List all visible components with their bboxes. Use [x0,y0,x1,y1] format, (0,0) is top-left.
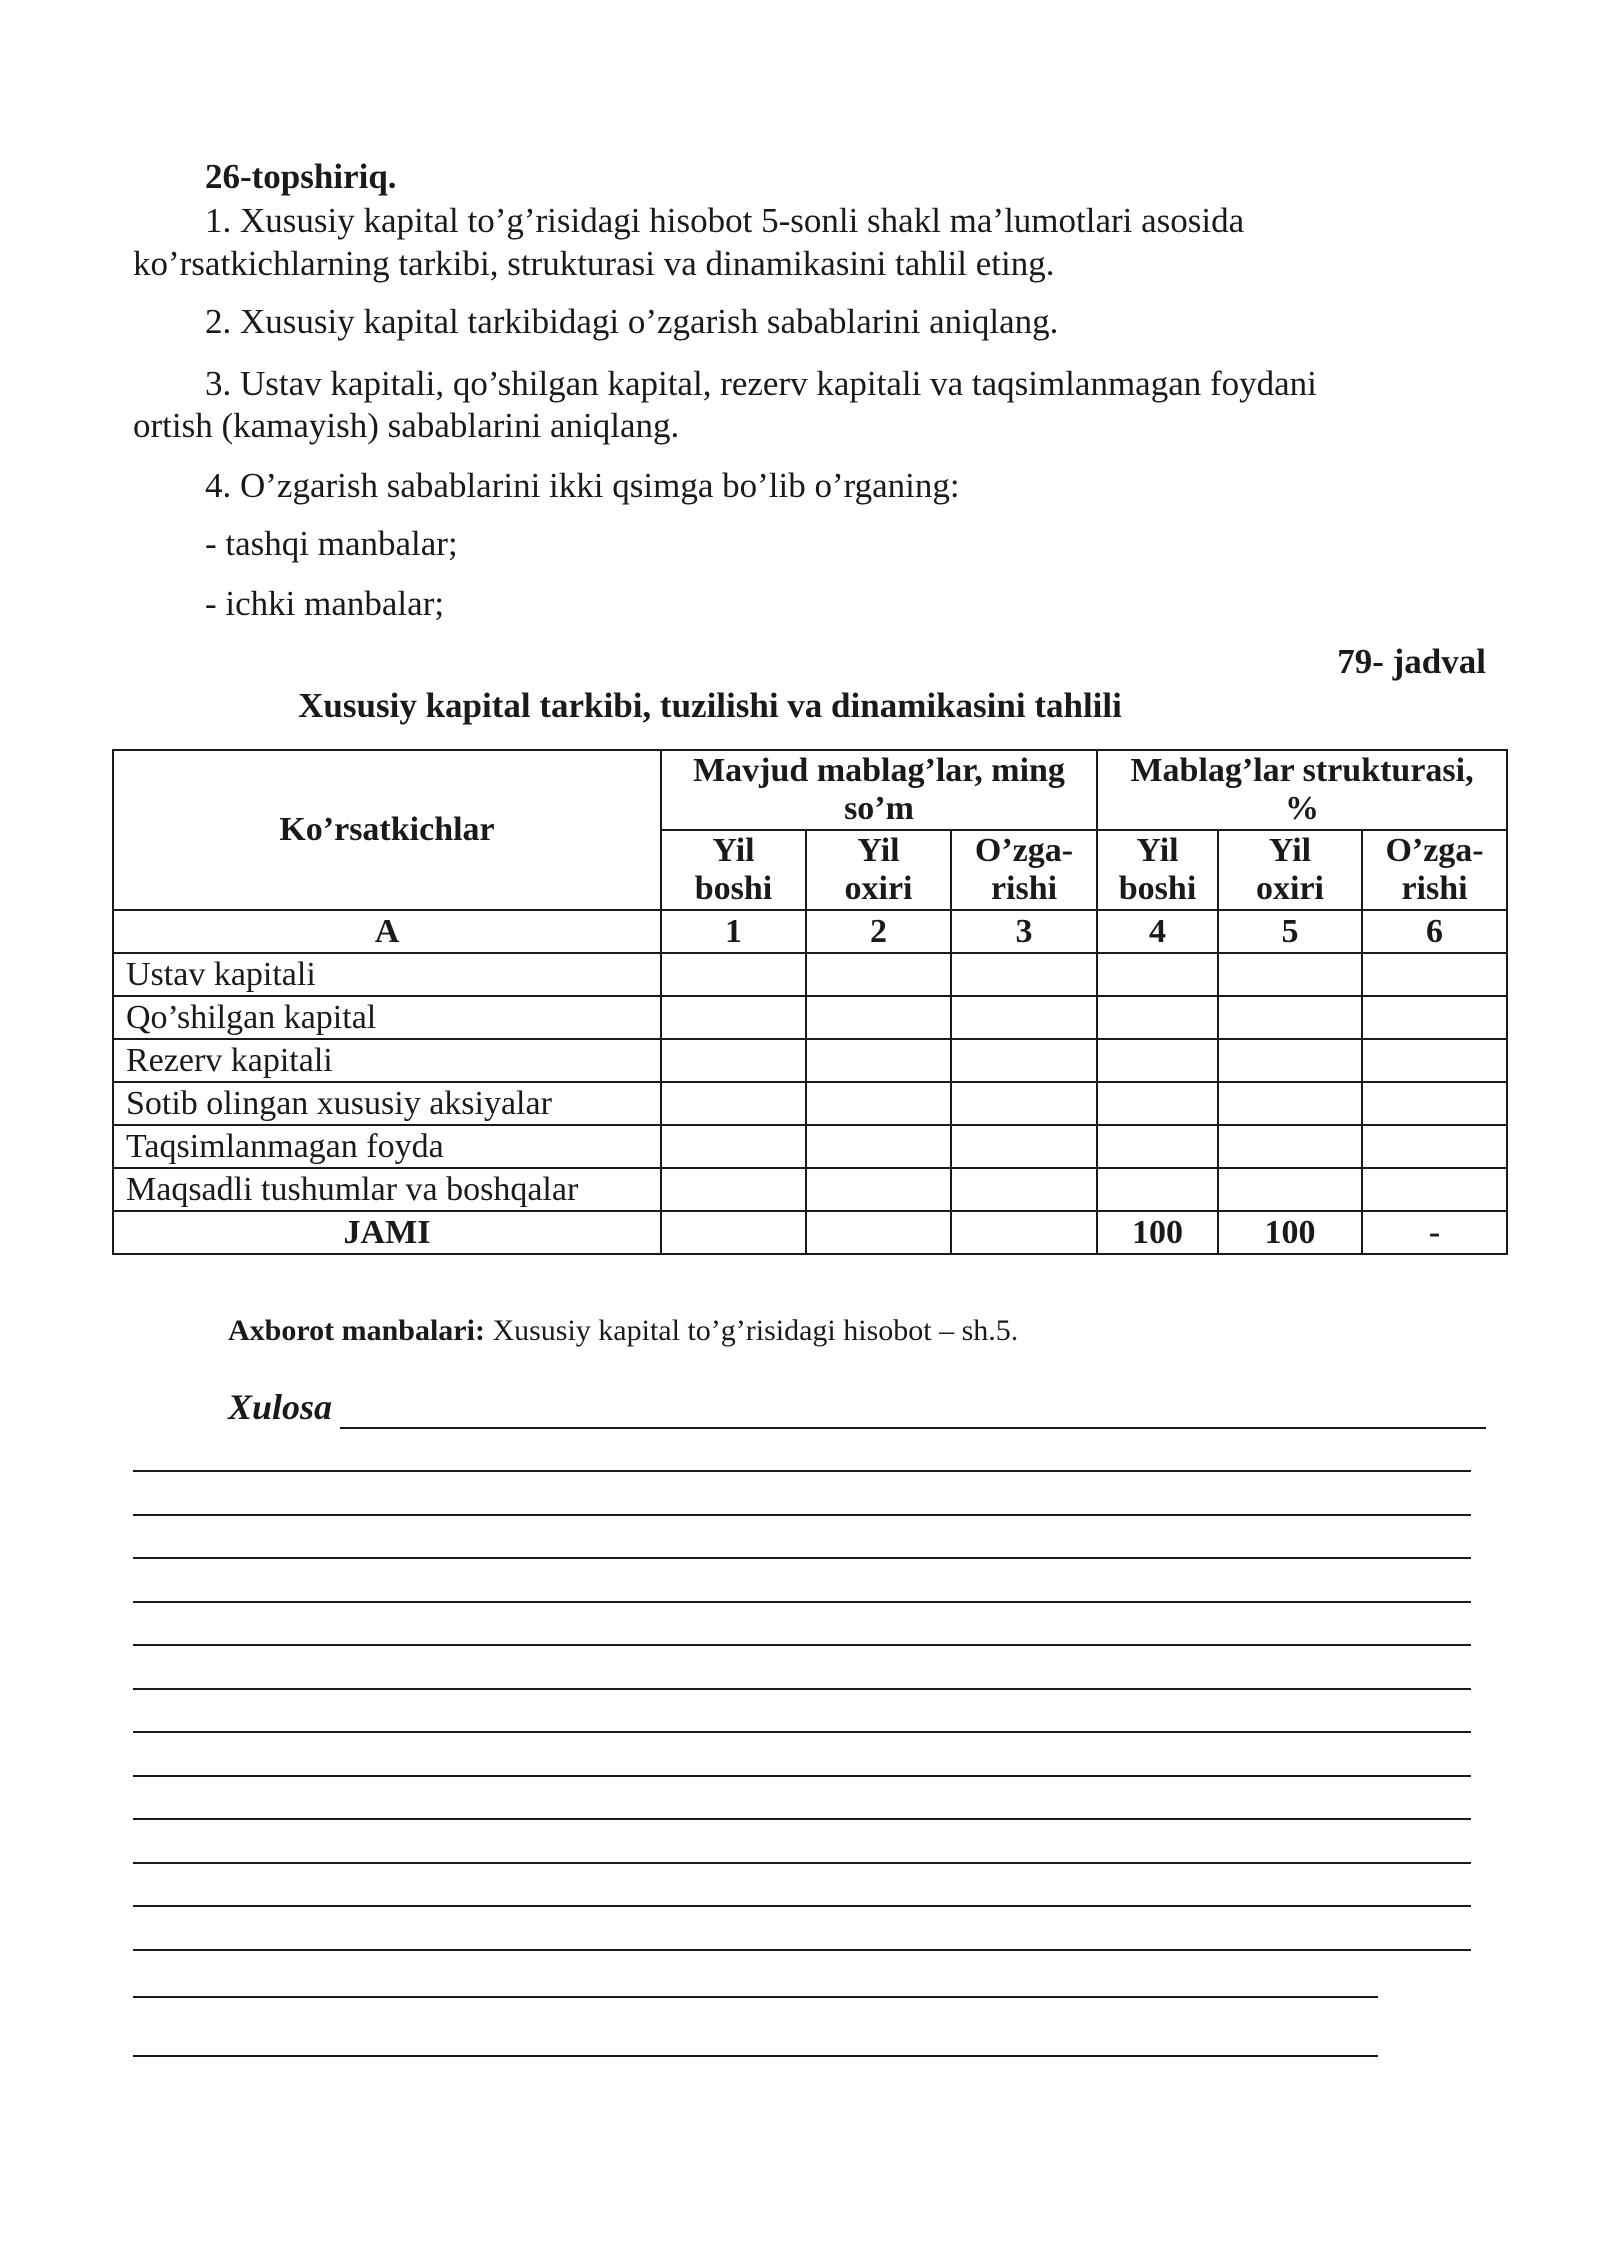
empty-value-cell[interactable] [806,996,951,1039]
empty-value-cell[interactable] [1362,953,1507,996]
empty-value-cell[interactable] [1362,1039,1507,1082]
subheader-cell [1362,830,1507,910]
table-row [113,1168,1507,1211]
task-item-3-line-1: 3. Ustav kapitali, qo’shilgan kapital, rezerv kapitali va taqsimlanmagan foydani [205,364,1317,403]
bullet-internal-sources: - ichki manbalar; [205,584,445,623]
empty-value-cell[interactable] [1097,953,1218,996]
index-cell: 5 [1218,910,1362,953]
table-row [113,1125,1507,1168]
row-label: Sotib olingan xususiy aksiyalar [113,1082,661,1125]
empty-value-cell[interactable] [951,953,1097,996]
data-rows [113,953,1507,1211]
empty-value-cell[interactable] [1097,1082,1218,1125]
empty-value-cell[interactable] [661,996,806,1039]
empty-value-cell[interactable] [1362,1125,1507,1168]
header-group-structure-line-1: Mablag’lar strukturasi, [1130,752,1474,789]
empty-value-cell[interactable] [1218,953,1362,996]
subheader-text: Yil [857,832,900,869]
answer-line[interactable] [133,1688,1471,1690]
empty-value-cell[interactable] [806,953,951,996]
subheader-text: O’zga- [974,832,1074,869]
sources-label: Axborot manbalari: [228,1314,485,1347]
table-row [113,1039,1507,1082]
subheader-cell [1097,830,1218,910]
index-cell: 1 [661,910,806,953]
empty-value-cell[interactable] [1218,1168,1362,1211]
table-row [113,953,1507,996]
subheader-text: rishi [1401,870,1468,907]
answer-line[interactable] [340,1427,1486,1429]
subheader-cell [951,830,1097,910]
header-group-structure-line-2: % [1285,790,1320,827]
table-number: 79- jadval [1337,642,1486,681]
subheader-text: oxiri [1256,870,1324,907]
subheader-text: Yil [1136,832,1179,869]
row-label: Rezerv kapitali [113,1039,661,1082]
header-group-funds [661,750,1097,830]
subheader-text: O’zga- [1385,832,1484,869]
bullet-external-sources: - tashqi manbalar; [205,524,458,563]
answer-line[interactable] [133,1818,1471,1820]
capital-analysis-table [112,749,1508,1255]
total-value-cell [951,1211,1097,1254]
empty-value-cell[interactable] [661,1168,806,1211]
task-item-4: 4. O’zgarish sabablarini ikki qsimga bo’lib o’rganing: [205,466,960,505]
empty-value-cell[interactable] [951,1082,1097,1125]
header-group-funds-line-2: so’m [844,790,914,827]
subheader-text: rishi [990,870,1058,907]
answer-line[interactable] [133,1470,1471,1472]
total-value-cell [806,1211,951,1254]
empty-value-cell[interactable] [1362,1168,1507,1211]
empty-value-cell[interactable] [806,1039,951,1082]
table-row [113,1082,1507,1125]
empty-value-cell[interactable] [661,1125,806,1168]
empty-value-cell[interactable] [951,1125,1097,1168]
empty-value-cell[interactable] [806,1168,951,1211]
table-row [113,996,1507,1039]
row-label: Qo’shilgan kapital [113,996,661,1039]
total-label: JAMI [113,1211,661,1254]
answer-line[interactable] [133,1557,1471,1559]
answer-line[interactable] [133,1731,1471,1733]
empty-value-cell[interactable] [951,1039,1097,1082]
answer-line[interactable] [133,1862,1471,1864]
header-group-funds-line-1: Mavjud mablag’lar, ming [693,752,1065,789]
empty-value-cell[interactable] [951,996,1097,1039]
subheader-text: boshi [1118,870,1197,907]
task-item-1-line-2: ko’rsatkichlarning tarkibi, strukturasi va dinamikasini tahlil eting. [133,244,1055,283]
empty-value-cell[interactable] [1362,996,1507,1039]
total-value-cell: 100 [1218,1211,1362,1254]
subheader-text: boshi [694,870,773,907]
index-cell: 3 [951,910,1097,953]
index-cell: 4 [1097,910,1218,953]
answer-line[interactable] [133,1905,1471,1907]
empty-value-cell[interactable] [1218,1125,1362,1168]
task-item-1-line-1: 1. Xususiy kapital to’g’risidagi hisobot 5-sonli shakl ma’lumotlari asosida [205,201,1245,240]
total-value-cell [661,1211,806,1254]
answer-line[interactable] [133,1775,1471,1777]
empty-value-cell[interactable] [1218,1039,1362,1082]
answer-line[interactable] [133,2055,1378,2057]
subheader-text: Yil [1268,832,1312,869]
sources-text: Xususiy kapital to’g’risidagi hisobot – sh.5. [484,1314,1019,1347]
total-value-cell: - [1362,1211,1507,1254]
conclusion-label: Xulosa [228,1387,333,1427]
answer-line[interactable] [133,1949,1471,1951]
subheader-text: Yil [712,832,755,869]
subheader-cell [1218,830,1362,910]
empty-value-cell[interactable] [1218,1082,1362,1125]
answer-line[interactable] [133,1996,1378,1998]
empty-value-cell[interactable] [1097,1168,1218,1211]
empty-value-cell[interactable] [661,1039,806,1082]
empty-value-cell[interactable] [951,1168,1097,1211]
empty-value-cell[interactable] [661,953,806,996]
index-row [113,910,1507,953]
task-title: 26-topshiriq. [205,157,397,196]
empty-value-cell[interactable] [1362,1082,1507,1125]
empty-value-cell[interactable] [1218,996,1362,1039]
information-sources [228,1312,1018,1350]
empty-value-cell[interactable] [806,1082,951,1125]
empty-value-cell[interactable] [806,1125,951,1168]
subheader-cell [661,830,806,910]
row-label: Maqsadli tushumlar va boshqalar [113,1168,661,1211]
row-label: Ustav kapitali [113,953,661,996]
index-cell: 6 [1362,910,1507,953]
answer-line[interactable] [133,1601,1471,1603]
empty-value-cell[interactable] [1097,996,1218,1039]
header-indicators: Ko’rsatkichlar [113,750,661,910]
index-cell: 2 [806,910,951,953]
empty-value-cell[interactable] [1097,1039,1218,1082]
task-item-2: 2. Xususiy kapital tarkibidagi o’zgarish sabablarini aniqlang. [205,302,1059,341]
subheader-text: oxiri [844,870,913,907]
empty-value-cell[interactable] [1097,1125,1218,1168]
answer-line[interactable] [133,1514,1471,1516]
row-label: Taqsimlanmagan foyda [113,1125,661,1168]
answer-line[interactable] [133,1644,1471,1646]
index-cell: A [113,910,661,953]
total-value-cell: 100 [1097,1211,1218,1254]
empty-value-cell[interactable] [661,1082,806,1125]
total-row [113,1211,1507,1254]
subheader-cell [806,830,951,910]
table-title: Xususiy kapital tarkibi, tuzilishi va dinamikasini tahlili [298,686,1122,725]
header-group-structure [1097,750,1507,830]
task-item-3-line-2: ortish (kamayish) sabablarini aniqlang. [133,406,680,445]
